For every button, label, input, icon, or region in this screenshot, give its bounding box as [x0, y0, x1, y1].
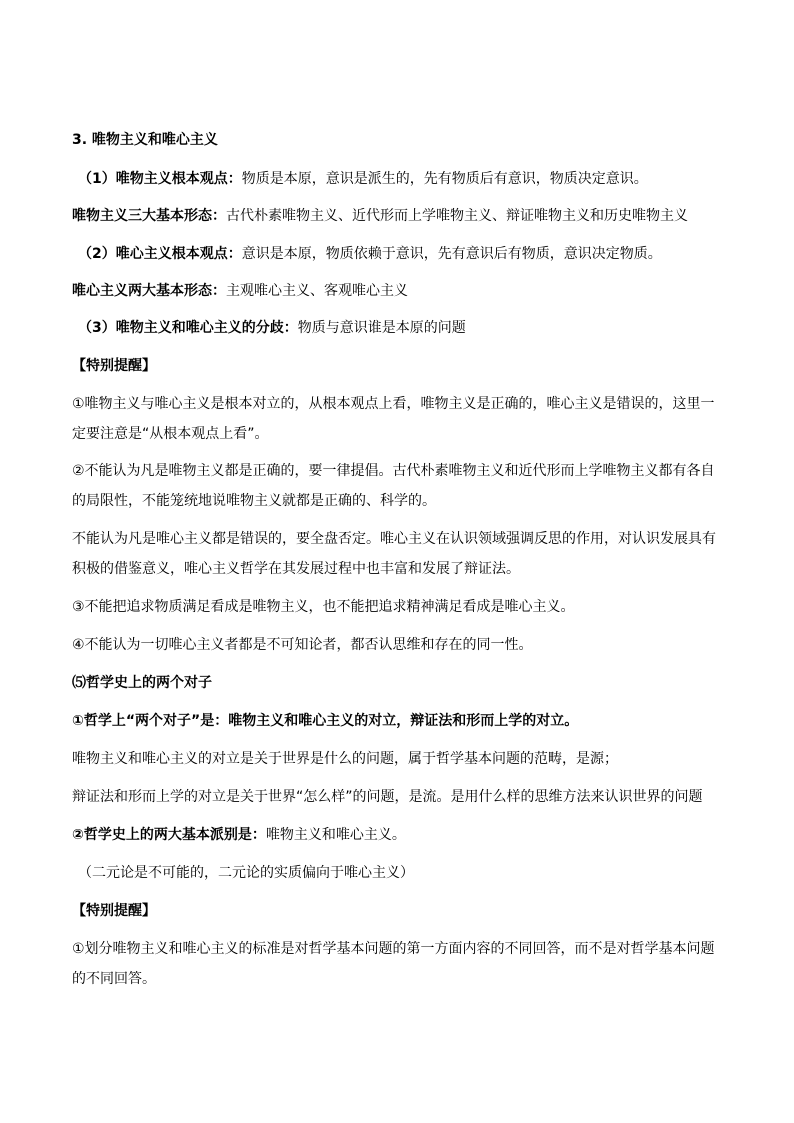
idealism-basic-view-label: （2）唯心主义根本观点：: [78, 246, 242, 262]
section-5-title: ⑸哲学史上的两个对子: [72, 675, 212, 691]
reminder-item-2: ②不能认为凡是唯物主义都是正确的，要一律提倡。古代朴素唯物主义和近代形而上学唯物主义都有各自的局限性，不能笼统地说唯物主义就都是正确的、科学的。: [72, 463, 715, 509]
two-basic-schools-text: 唯物主义和唯心主义。: [265, 827, 406, 843]
materialism-basic-view-label: （1）唯物主义根本观点：: [78, 171, 242, 187]
section-title: 3. 唯物主义和唯心主义: [72, 132, 218, 148]
divergence: [78, 318, 730, 338]
dualism-note: （二元论是不可能的，二元论的实质偏向于唯心主义）: [78, 865, 414, 881]
idealism-basic-view: [78, 244, 730, 264]
materialism-basic-view-text: 物质是本原，意识是派生的，先有物质后有意识，物质决定意识。: [241, 171, 648, 187]
idealism-forms-label: 唯心主义两大基本形态：: [72, 283, 226, 299]
reminder-item-4: ④不能认为一切唯心主义者都是不可知论者，都否认思维和存在的同一性。: [72, 637, 533, 653]
special-reminder-heading-1: 【特别提醒】: [72, 358, 156, 374]
idealism-forms: [72, 281, 724, 301]
two-pairs-explanation-1: 唯物主义和唯心主义的对立是关于世界是什么的问题，属于哲学基本问题的范畴，是源；: [72, 751, 618, 767]
reminder-item-3: ③不能把追求物质满足看成是唯物主义，也不能把追求精神满足看成是唯心主义。: [72, 599, 575, 615]
two-basic-schools: [72, 825, 724, 845]
reminder-item-2-continued: 不能认为凡是唯心主义都是错误的，要全盘否定。唯心主义在认识领域强调反思的作用，对认识发展具有积极的借鉴意义，唯心主义哲学在其发展过程中也丰富和发展了辩证法。: [72, 531, 716, 577]
idealism-forms-text: 主观唯心主义、客观唯心主义: [226, 283, 408, 299]
two-basic-schools-label: ②哲学史上的两大基本派别是：: [72, 827, 266, 843]
idealism-basic-view-text: 意识是本原，物质依赖于意识，先有意识后有物质，意识决定物质。: [241, 246, 662, 262]
reminder-item-5: ①划分唯物主义和唯心主义的标准是对哲学基本问题的第一方面内容的不同回答，而不是对哲学基本问题的不同回答。: [72, 941, 715, 987]
divergence-text: 物质与意识谁是本原的问题: [297, 320, 466, 336]
two-pairs-explanation-2: 辩证法和形而上学的对立是关于世界“怎么样”的问题，是流。是用什么样的思维方法来认识世界的问题: [72, 789, 703, 805]
materialism-forms: [72, 206, 724, 226]
two-pairs-statement: ①哲学上“两个对子”是：唯物主义和唯心主义的对立，辩证法和形而上学的对立。: [72, 713, 579, 729]
reminder-item-1: ①唯物主义与唯心主义是根本对立的，从根本观点上看，唯物主义是正确的，唯心主义是错误的，这里一定要注意是“从根本观点上看”。: [72, 396, 715, 442]
special-reminder-heading-2: 【特别提醒】: [72, 903, 156, 919]
materialism-forms-text: 古代朴素唯物主义、近代形而上学唯物主义、辩证唯物主义和历史唯物主义: [226, 208, 688, 224]
divergence-label: （3）唯物主义和唯心主义的分歧：: [78, 320, 298, 336]
materialism-basic-view: [78, 169, 730, 189]
materialism-forms-label: 唯物主义三大基本形态：: [72, 208, 226, 224]
